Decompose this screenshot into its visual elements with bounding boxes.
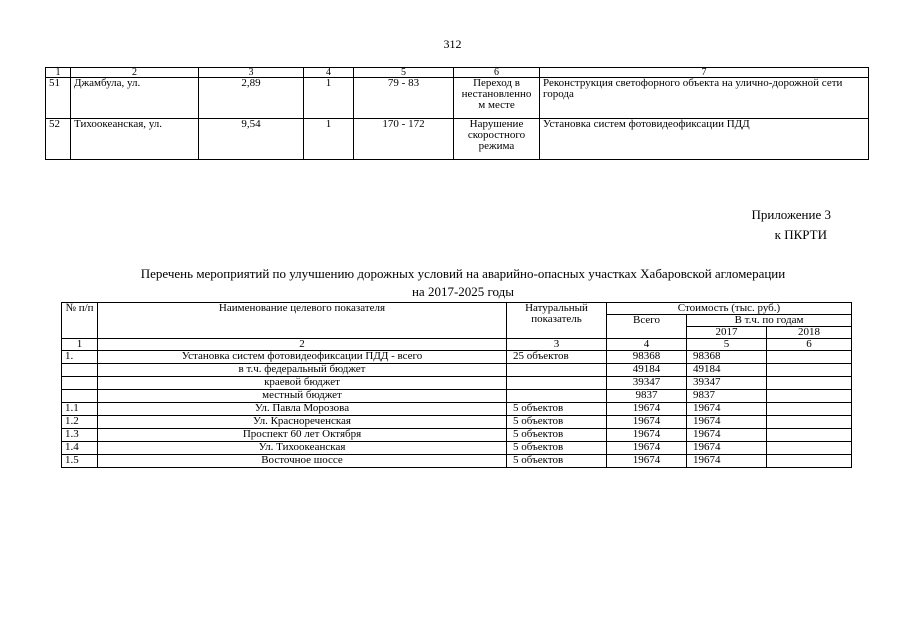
row-number: 52 xyxy=(46,119,71,160)
cost-2018 xyxy=(767,377,852,390)
header-2018: 2018 xyxy=(767,327,852,339)
cost-2017: 19674 xyxy=(687,442,767,455)
cost-2017: 19674 xyxy=(687,403,767,416)
indicator-name: краевой бюджет xyxy=(98,377,507,390)
header-total: Всего xyxy=(607,315,687,339)
natural-indicator: 5 объектов xyxy=(507,403,607,416)
table-row xyxy=(62,351,852,364)
table-row xyxy=(46,78,869,119)
measure-text: Реконструкция светофорного объекта на улично-дорожной сети города xyxy=(540,78,869,119)
top-table xyxy=(45,67,869,160)
indicator-name: местный бюджет xyxy=(98,390,507,403)
cost-2017: 19674 xyxy=(687,416,767,429)
indicator-name: Установка систем фотовидеофиксации ПДД - всего xyxy=(98,351,507,364)
indicator-name: Ул. Тихоокеанская xyxy=(98,442,507,455)
total-cost: 19674 xyxy=(607,403,687,416)
cost-2018 xyxy=(767,442,852,455)
header-cost: Стоимость (тыс. руб.) xyxy=(607,303,852,315)
appendix-label xyxy=(751,205,831,245)
natural-indicator: 5 объектов xyxy=(507,416,607,429)
cost-2017: 19674 xyxy=(687,455,767,468)
top-table-header-row xyxy=(46,68,869,78)
accident-type: Переход в нестановленно м месте xyxy=(454,78,540,119)
table-row xyxy=(62,403,852,416)
row-number: 51 xyxy=(46,78,71,119)
total-cost: 98368 xyxy=(607,351,687,364)
table-row xyxy=(62,416,852,429)
natural-indicator xyxy=(507,377,607,390)
row-number: 1.2 xyxy=(62,416,98,429)
col-number: 6 xyxy=(454,68,540,78)
natural-indicator xyxy=(507,390,607,403)
col-number: 6 xyxy=(767,339,852,351)
cost-2017: 9837 xyxy=(687,390,767,403)
cost-2018 xyxy=(767,455,852,468)
house-range: 79 - 83 xyxy=(354,78,454,119)
street-name: Тихоокеанская, ул. xyxy=(71,119,199,160)
col-number: 2 xyxy=(71,68,199,78)
cost-2017: 39347 xyxy=(687,377,767,390)
header-by-years: В т.ч. по годам xyxy=(687,315,852,327)
count-value: 1 xyxy=(304,78,354,119)
measure-text: Установка систем фотовидеофиксации ПДД xyxy=(540,119,869,160)
table-row xyxy=(62,390,852,403)
title-line-1: Перечень мероприятий по улучшению дорожных условий на аварийно-опасных участках Хабаровской агломерации xyxy=(140,266,786,281)
col-number: 5 xyxy=(687,339,767,351)
cost-2018 xyxy=(767,403,852,416)
row-number: 1.5 xyxy=(62,455,98,468)
house-range: 170 - 172 xyxy=(354,119,454,160)
natural-indicator: 25 объектов xyxy=(507,351,607,364)
row-number xyxy=(62,377,98,390)
document-title xyxy=(70,265,856,301)
row-number: 1. xyxy=(62,351,98,364)
col-number: 2 xyxy=(98,339,507,351)
cost-2017: 98368 xyxy=(687,351,767,364)
natural-indicator: 5 объектов xyxy=(507,455,607,468)
natural-indicator: 5 объектов xyxy=(507,429,607,442)
table-row xyxy=(62,455,852,468)
col-number: 5 xyxy=(354,68,454,78)
row-number: 1.1 xyxy=(62,403,98,416)
count-value: 1 xyxy=(304,119,354,160)
total-cost: 9837 xyxy=(607,390,687,403)
row-number: 1.3 xyxy=(62,429,98,442)
table-row xyxy=(62,429,852,442)
cost-2017: 49184 xyxy=(687,364,767,377)
column-numbers-row xyxy=(62,339,852,351)
header-2017: 2017 xyxy=(687,327,767,339)
total-cost: 19674 xyxy=(607,442,687,455)
km-value: 9,54 xyxy=(199,119,304,160)
indicator-name: Ул. Краснореченская xyxy=(98,416,507,429)
cost-2018 xyxy=(767,390,852,403)
table-row xyxy=(62,377,852,390)
col-number: 1 xyxy=(62,339,98,351)
measures-table xyxy=(61,302,852,468)
indicator-name: Проспект 60 лет Октября xyxy=(98,429,507,442)
col-number: 1 xyxy=(46,68,71,78)
total-cost: 19674 xyxy=(607,416,687,429)
header-name: Наименование целевого показателя xyxy=(98,303,507,339)
natural-indicator xyxy=(507,364,607,377)
total-cost: 49184 xyxy=(607,364,687,377)
natural-indicator: 5 объектов xyxy=(507,442,607,455)
header-num: № п/п xyxy=(62,303,98,339)
header-natural: Натуральный показатель xyxy=(507,303,607,339)
cost-2018 xyxy=(767,416,852,429)
cost-2018 xyxy=(767,351,852,364)
street-name: Джамбула, ул. xyxy=(71,78,199,119)
col-number: 4 xyxy=(304,68,354,78)
accident-type: Нарушение скоростного режима xyxy=(454,119,540,160)
cost-2018 xyxy=(767,364,852,377)
total-cost: 39347 xyxy=(607,377,687,390)
cost-2017: 19674 xyxy=(687,429,767,442)
header-row xyxy=(62,303,852,315)
row-number: 1.4 xyxy=(62,442,98,455)
title-line-2: на 2017-2025 годы xyxy=(411,284,515,299)
row-number xyxy=(62,390,98,403)
page-number: 312 xyxy=(443,37,462,51)
appendix-line-1: Приложение 3 xyxy=(751,207,831,222)
table-row xyxy=(46,119,869,160)
table-row xyxy=(62,442,852,455)
total-cost: 19674 xyxy=(607,429,687,442)
col-number: 7 xyxy=(540,68,869,78)
indicator-name: Восточное шоссе xyxy=(98,455,507,468)
col-number: 3 xyxy=(199,68,304,78)
indicator-name: в т.ч. федеральный бюджет xyxy=(98,364,507,377)
table-row xyxy=(62,364,852,377)
total-cost: 19674 xyxy=(607,455,687,468)
col-number: 4 xyxy=(607,339,687,351)
indicator-name: Ул. Павла Морозова xyxy=(98,403,507,416)
col-number: 3 xyxy=(507,339,607,351)
row-number xyxy=(62,364,98,377)
appendix-line-2: к ПКРТИ xyxy=(774,227,827,242)
cost-2018 xyxy=(767,429,852,442)
km-value: 2,89 xyxy=(199,78,304,119)
